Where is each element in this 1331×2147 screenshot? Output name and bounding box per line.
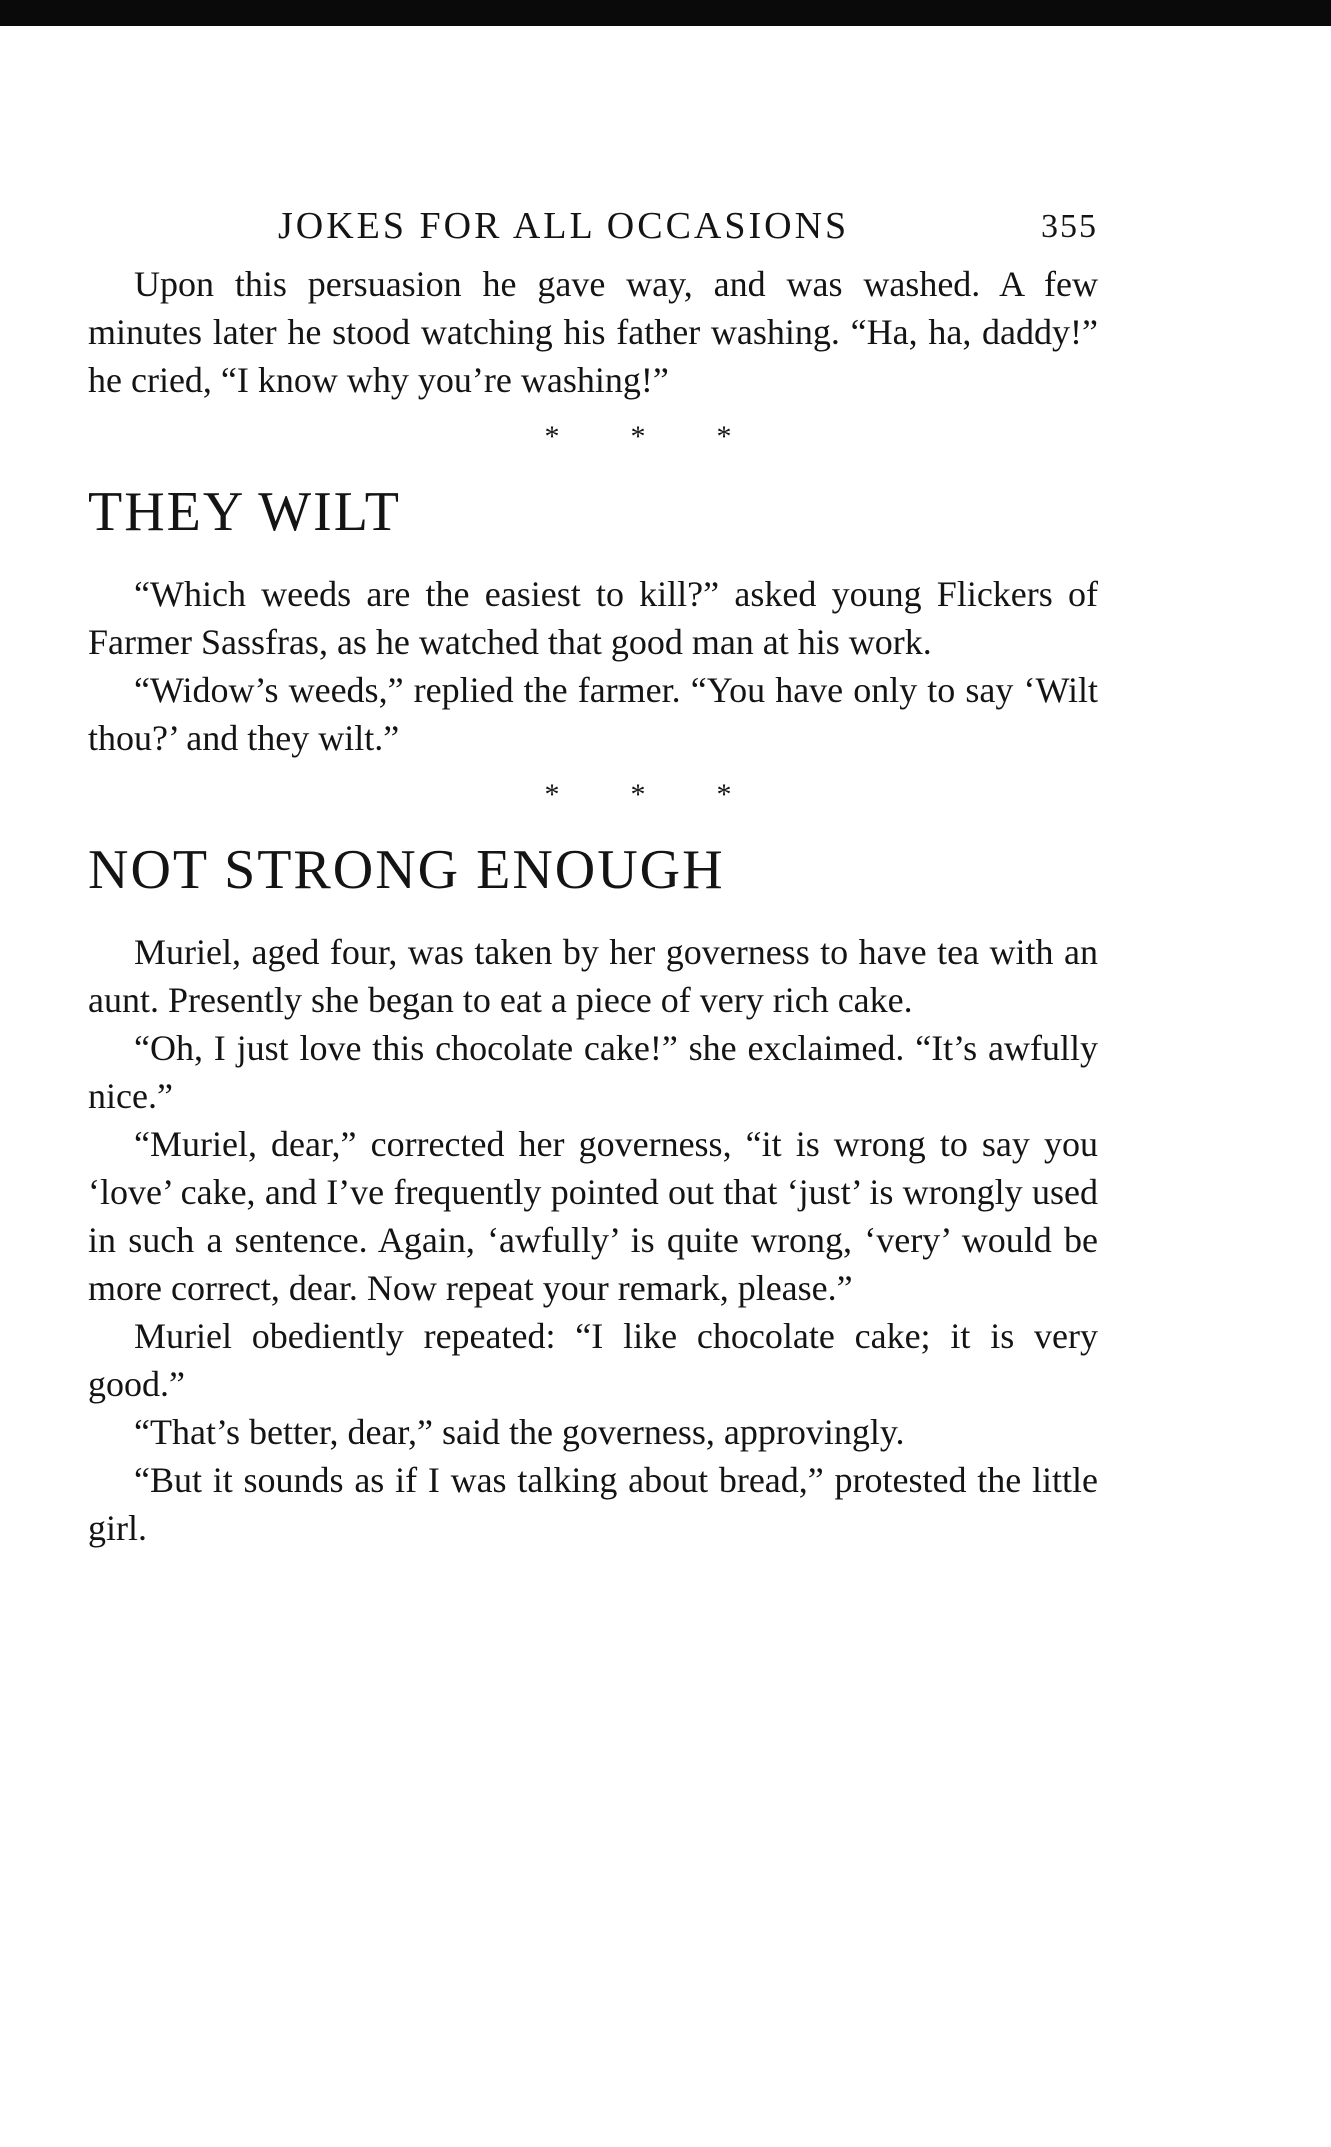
asterisk-mark: * [544, 420, 560, 453]
paragraph: Muriel obediently repeated: “I like chocolate cake; it is very good.” [88, 1316, 1098, 1404]
scan-top-border [0, 0, 1331, 26]
running-head [88, 196, 1098, 260]
section-heading-not-strong-enough: NOT STRONG ENOUGH [88, 839, 725, 901]
book-page [88, 196, 1098, 1552]
asterisk-mark: * [630, 420, 646, 453]
asterisk-mark: * [544, 778, 560, 811]
paragraph: “Oh, I just love this chocolate cake!” she exclaimed. “It’s awfully nice.” [88, 1028, 1098, 1116]
page-number: 355 [1041, 208, 1098, 245]
asterisk-mark: * [716, 778, 732, 811]
paragraph: “That’s better, dear,” said the governess, approvingly. [134, 1412, 905, 1452]
paragraph: “Widow’s weeds,” replied the farmer. “You have only to say ‘Wilt thou?’ and they wilt.” [88, 670, 1098, 758]
section-separator [88, 420, 1098, 454]
section-separator [88, 778, 1098, 812]
paragraph: “Muriel, dear,” corrected her governess, “it is wrong to say you ‘love’ cake, and I’ve frequently pointed out that ‘just’ is wrongly used in such a sentence. Again, ‘awfully’ is quite wrong, ‘very’ would be more correct, dear. Now repeat your remark, please.” [88, 1124, 1098, 1308]
paragraph: Muriel, aged four, was taken by her governess to have tea with an aunt. Presently she began to eat a piece of very rich cake. [88, 932, 1098, 1020]
asterisk-mark: * [716, 420, 732, 453]
running-title: JOKES FOR ALL OCCASIONS [278, 205, 850, 247]
paragraph: “But it sounds as if I was talking about bread,” protested the little girl. [88, 1460, 1098, 1548]
paragraph: “Which weeds are the easiest to kill?” asked young Flickers of Farmer Sassfras, as he watched that good man at his work. [88, 574, 1098, 662]
section-heading-they-wilt: THEY WILT [88, 481, 401, 543]
asterisk-mark: * [630, 778, 646, 811]
intro-paragraph: Upon this persuasion he gave way, and was washed. A few minutes later he stood watching his father washing. “Ha, ha, daddy!” he cried, “I know why you’re washing!” [88, 264, 1098, 400]
